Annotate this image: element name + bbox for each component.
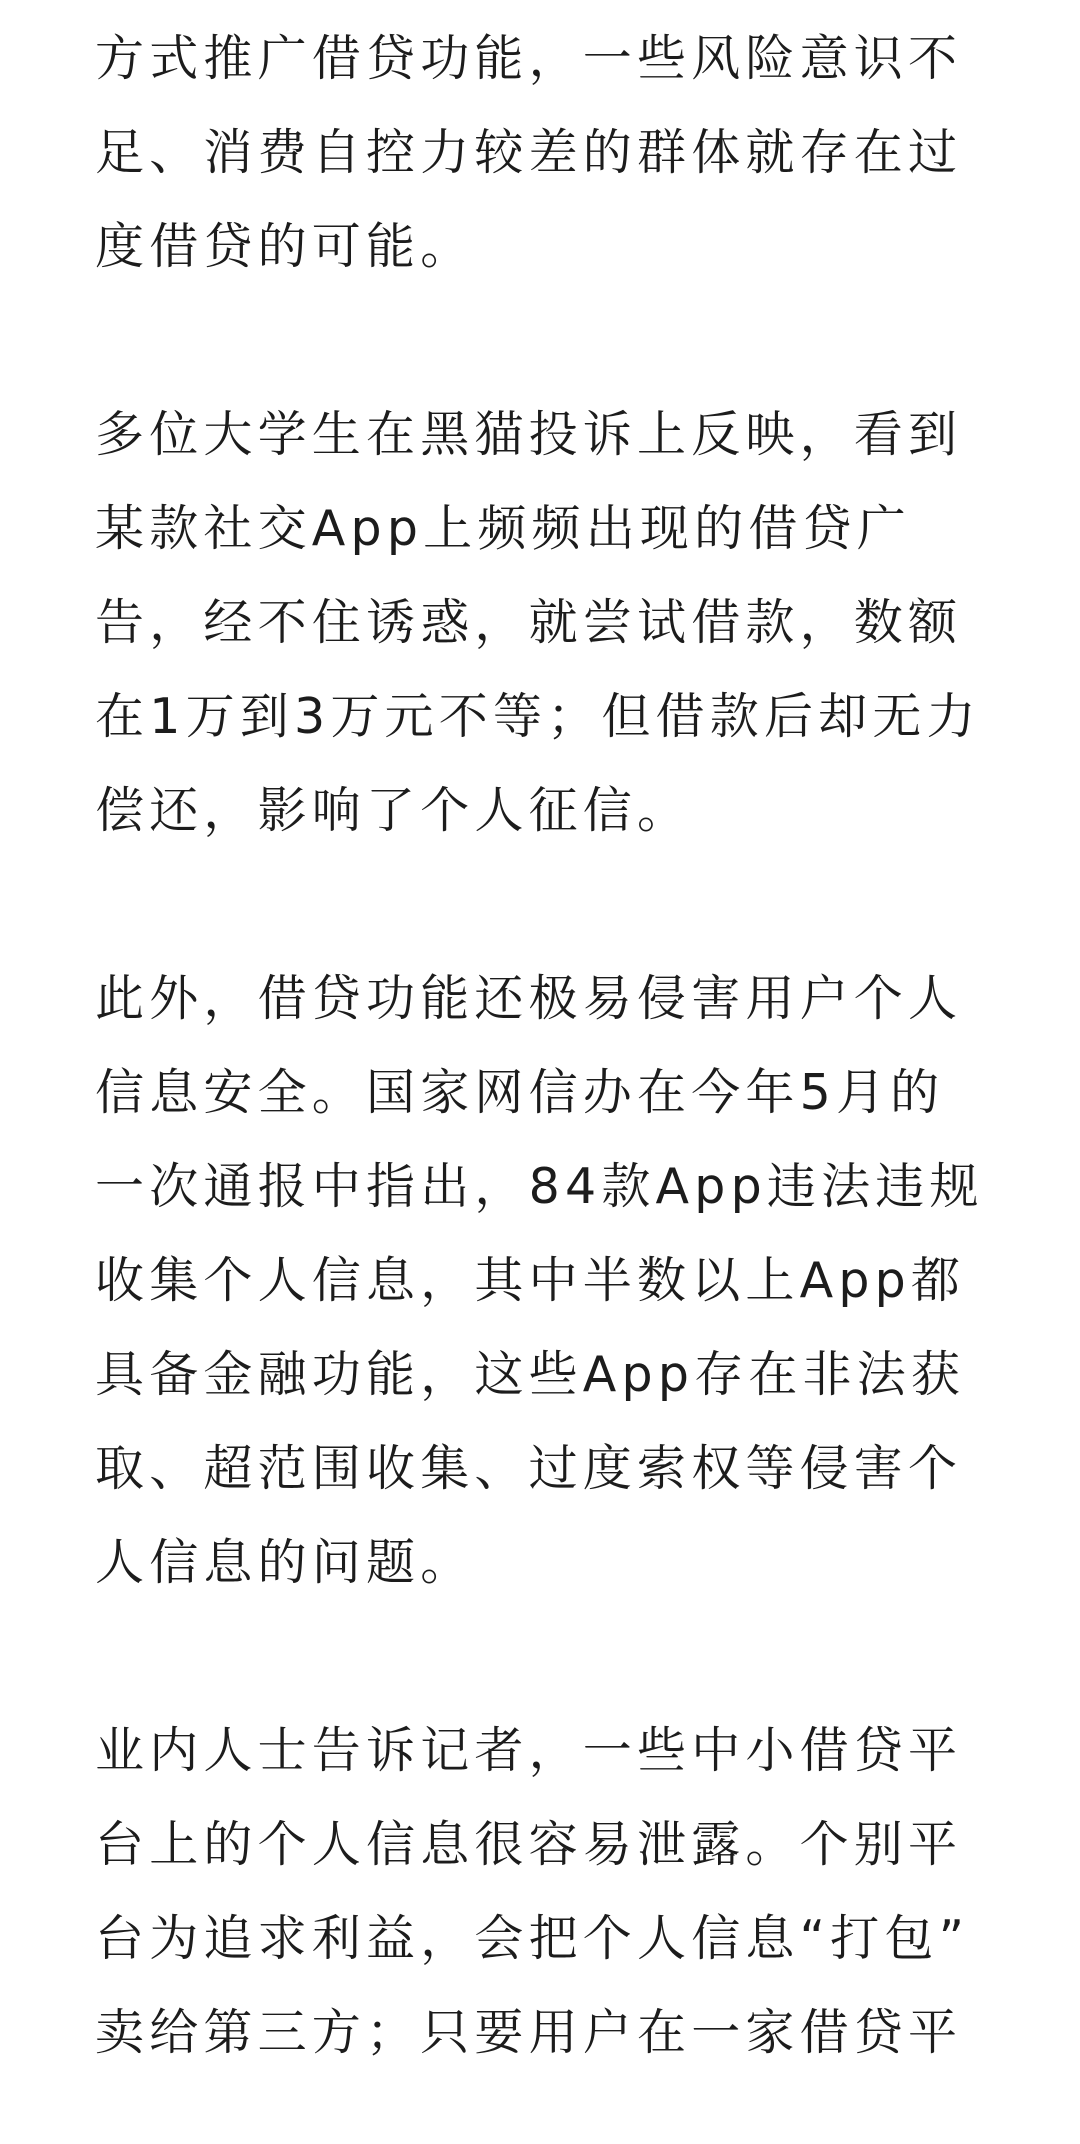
text-line: 告，经不住诱惑，就尝试借款，数额 xyxy=(95,594,963,651)
text-line: 某款社交App上频频出现的借贷广 xyxy=(95,500,911,557)
text-line: 偿还，影响了个人征信。 xyxy=(95,782,692,839)
text-line: 多位大学生在黑猫投诉上反映，看到 xyxy=(95,406,963,463)
text-line: 台上的个人信息很容易泄露。个别平 xyxy=(95,1816,963,1873)
article-body xyxy=(95,12,985,2080)
paragraph-4 xyxy=(95,1704,985,2080)
text-line: 足、消费自控力较差的群体就存在过 xyxy=(95,124,963,181)
text-line: 方式推广借贷功能，一些风险意识不 xyxy=(95,30,963,87)
paragraph-gap xyxy=(95,1610,985,1704)
text-line: 卖给第三方；只要用户在一家借贷平 xyxy=(95,2004,963,2061)
text-line: 一次通报中指出，84款App违法违规 xyxy=(95,1158,984,1215)
paragraph-gap xyxy=(95,294,985,388)
text-line: 台为追求利益，会把个人信息“打包” xyxy=(95,1910,970,1967)
text-line: 具备金融功能，这些App存在非法获 xyxy=(95,1346,966,1403)
paragraph-2 xyxy=(95,388,985,858)
paragraph-3 xyxy=(95,952,985,1610)
text-line: 在1万到3万元不等；但借款后却无力 xyxy=(95,688,981,745)
text-line: 业内人士告诉记者，一些中小借贷平 xyxy=(95,1722,963,1779)
text-line: 度借贷的可能。 xyxy=(95,218,475,275)
text-line: 信息安全。国家网信办在今年5月的 xyxy=(95,1064,945,1121)
paragraph-gap xyxy=(95,858,985,952)
text-line: 收集个人信息，其中半数以上App都 xyxy=(95,1252,966,1309)
text-line: 取、超范围收集、过度索权等侵害个 xyxy=(95,1440,963,1497)
text-line: 此外，借贷功能还极易侵害用户个人 xyxy=(95,970,963,1027)
paragraph-1 xyxy=(95,12,985,294)
text-line: 人信息的问题。 xyxy=(95,1534,475,1591)
